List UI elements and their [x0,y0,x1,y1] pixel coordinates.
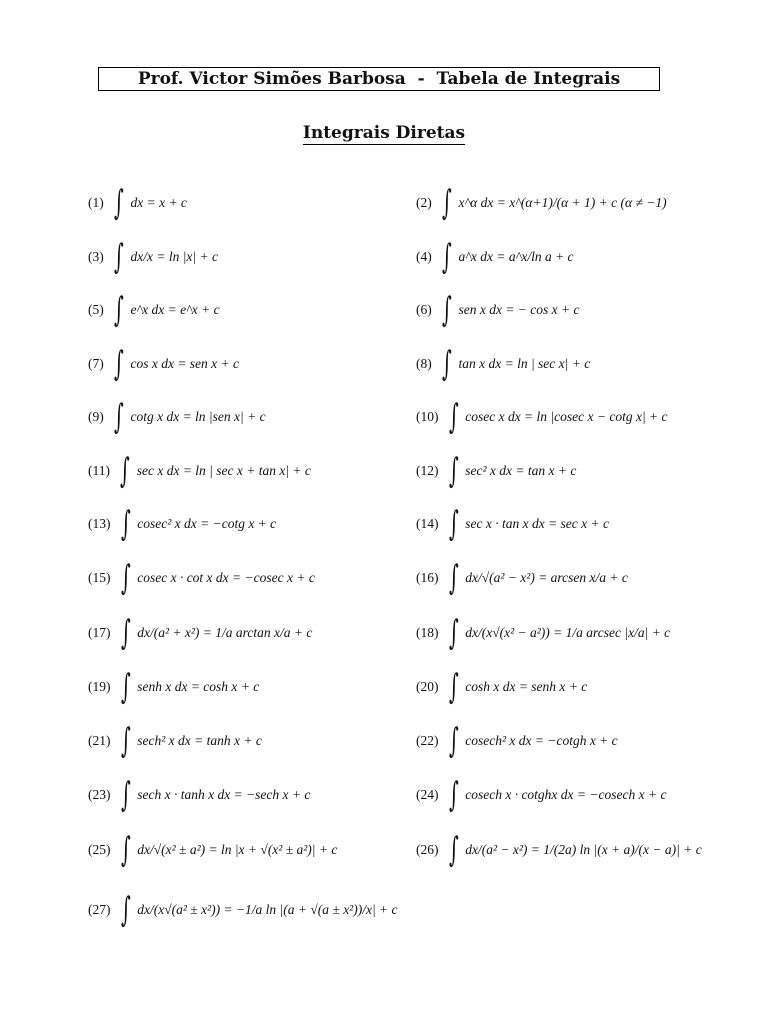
formula-expression: sech x · tanh x dx = −sech x + c [137,787,311,803]
formula-item [416,558,628,598]
formula-expression: dx = x + c [130,195,187,211]
formula-expression: senh x dx = cosh x + c [137,679,260,695]
integral-symbol: ∫ [113,183,124,223]
formula-item [416,721,618,761]
section-heading [0,123,768,143]
formula-number: (20) [416,679,439,695]
formula-item [416,667,587,707]
formula-expression: cotg x dx = ln |sen x| + c [130,409,266,425]
formula-expression: sec x dx = ln | sec x + tan x| + c [136,463,311,479]
formula-number: (4) [416,249,432,265]
formula-number: (14) [416,516,439,532]
formula-number: (27) [88,902,111,918]
integral-symbol: ∫ [113,397,124,437]
formula-expression: cosech² x dx = −cotgh x + c [465,733,618,749]
integral-symbol: ∫ [448,397,459,437]
document-title: Tabela de Integrais [436,69,621,89]
formula-expression: cosec² x dx = −cotg x + c [137,516,277,532]
integral-symbol: ∫ [441,344,452,384]
formula-expression: dx/√(a² − x²) = arcsen x/a + c [465,570,628,586]
formula-number: (12) [416,463,439,479]
integral-symbol: ∫ [448,721,459,761]
formula-expression: dx/x = ln |x| + c [130,249,218,265]
integral-symbol: ∫ [120,613,131,653]
formula-number: (8) [416,356,432,372]
formula-expression: a^x dx = a^x/ln a + c [458,249,574,265]
formula-item [88,504,276,544]
formula-item [88,721,262,761]
formula-expression: cosech x · cotghx dx = −cosech x + c [465,787,667,803]
formula-number: (22) [416,733,439,749]
formula-number: (19) [88,679,111,695]
formula-number: (24) [416,787,439,803]
formula-item [88,830,337,870]
formula-number: (23) [88,787,111,803]
integral-symbol: ∫ [120,721,131,761]
header-separator: - [417,69,425,89]
formula-expression: dx/(a² − x²) = 1/(2a) ln |(x + a)/(x − a)| + c [465,842,702,858]
formula-expression: dx/(x√(a² ± x²)) = −1/a ln |(a + √(a ± x²))/x| + c [137,902,398,918]
formula-item [416,344,590,384]
formula-item [416,830,702,870]
formula-item [416,290,580,330]
formula-expression: cosec x · cot x dx = −cosec x + c [137,570,315,586]
formula-item [88,613,312,653]
author-name: Prof. Victor Simões Barbosa [137,69,406,89]
formula-item [88,183,187,223]
formula-expression: cos x dx = sen x + c [130,356,240,372]
formula-number: (25) [88,842,111,858]
formula-expression: cosec x dx = ln |cosec x − cotg x| + c [465,409,668,425]
formula-item [88,237,218,277]
integral-symbol: ∫ [441,183,452,223]
integral-symbol: ∫ [441,237,452,277]
integral-symbol: ∫ [120,504,131,544]
formula-number: (11) [88,463,110,479]
integral-symbol: ∫ [113,237,124,277]
formula-number: (21) [88,733,111,749]
formula-number: (15) [88,570,111,586]
integral-symbol: ∫ [120,830,131,870]
formula-item [416,237,574,277]
formula-expression: tan x dx = ln | sec x| + c [458,356,591,372]
formula-item [88,397,266,437]
formula-number: (17) [88,625,111,641]
formula-number: (18) [416,625,439,641]
integral-symbol: ∫ [120,558,131,598]
formula-item [88,344,239,384]
formula-item [416,504,609,544]
integral-symbol: ∫ [441,290,452,330]
formula-number: (9) [88,409,104,425]
formula-expression: dx/(x√(x² − a²)) = 1/a arcsec |x/a| + c [465,625,671,641]
formula-item [88,667,259,707]
formula-item [416,775,666,815]
formula-item [88,890,398,930]
integral-symbol: ∫ [448,504,459,544]
integral-symbol: ∫ [448,451,459,491]
integral-symbol: ∫ [120,775,131,815]
formula-number: (6) [416,302,432,318]
section-title: Integrais Diretas [302,123,466,143]
formula-item [416,397,668,437]
integral-symbol: ∫ [120,890,131,930]
formula-number: (26) [416,842,439,858]
formula-expression: dx/√(x² ± a²) = ln |x + √(x² ± a²)| + c [137,842,338,858]
formula-item [88,290,220,330]
formula-item [88,558,315,598]
formula-number: (3) [88,249,104,265]
integral-symbol: ∫ [120,667,131,707]
formula-number: (16) [416,570,439,586]
formula-number: (5) [88,302,104,318]
formula-expression: sec x · tan x dx = sec x + c [465,516,609,532]
formula-expression: cosh x dx = senh x + c [465,679,588,695]
formula-item [88,775,310,815]
integral-symbol: ∫ [448,830,459,870]
formula-item [88,451,311,491]
formula-expression: sec² x dx = tan x + c [465,463,577,479]
integral-symbol: ∫ [448,667,459,707]
formula-item [416,183,667,223]
integral-symbol: ∫ [448,558,459,598]
integral-symbol: ∫ [119,451,130,491]
formula-item [416,613,670,653]
formula-number: (10) [416,409,439,425]
formula-expression: e^x dx = e^x + c [130,302,220,318]
formula-number: (2) [416,195,432,211]
integral-symbol: ∫ [448,613,459,653]
page-header [98,67,660,91]
formula-expression: x^α dx = x^(α+1)/(α + 1) + c (α ≠ −1) [458,195,667,211]
integral-symbol: ∫ [113,344,124,384]
formula-number: (1) [88,195,104,211]
formula-number: (7) [88,356,104,372]
integral-symbol: ∫ [113,290,124,330]
formula-expression: dx/(a² + x²) = 1/a arctan x/a + c [137,625,313,641]
formula-expression: sen x dx = − cos x + c [458,302,580,318]
formula-number: (13) [88,516,111,532]
formula-item [416,451,576,491]
formula-expression: sech² x dx = tanh x + c [137,733,262,749]
integral-symbol: ∫ [448,775,459,815]
